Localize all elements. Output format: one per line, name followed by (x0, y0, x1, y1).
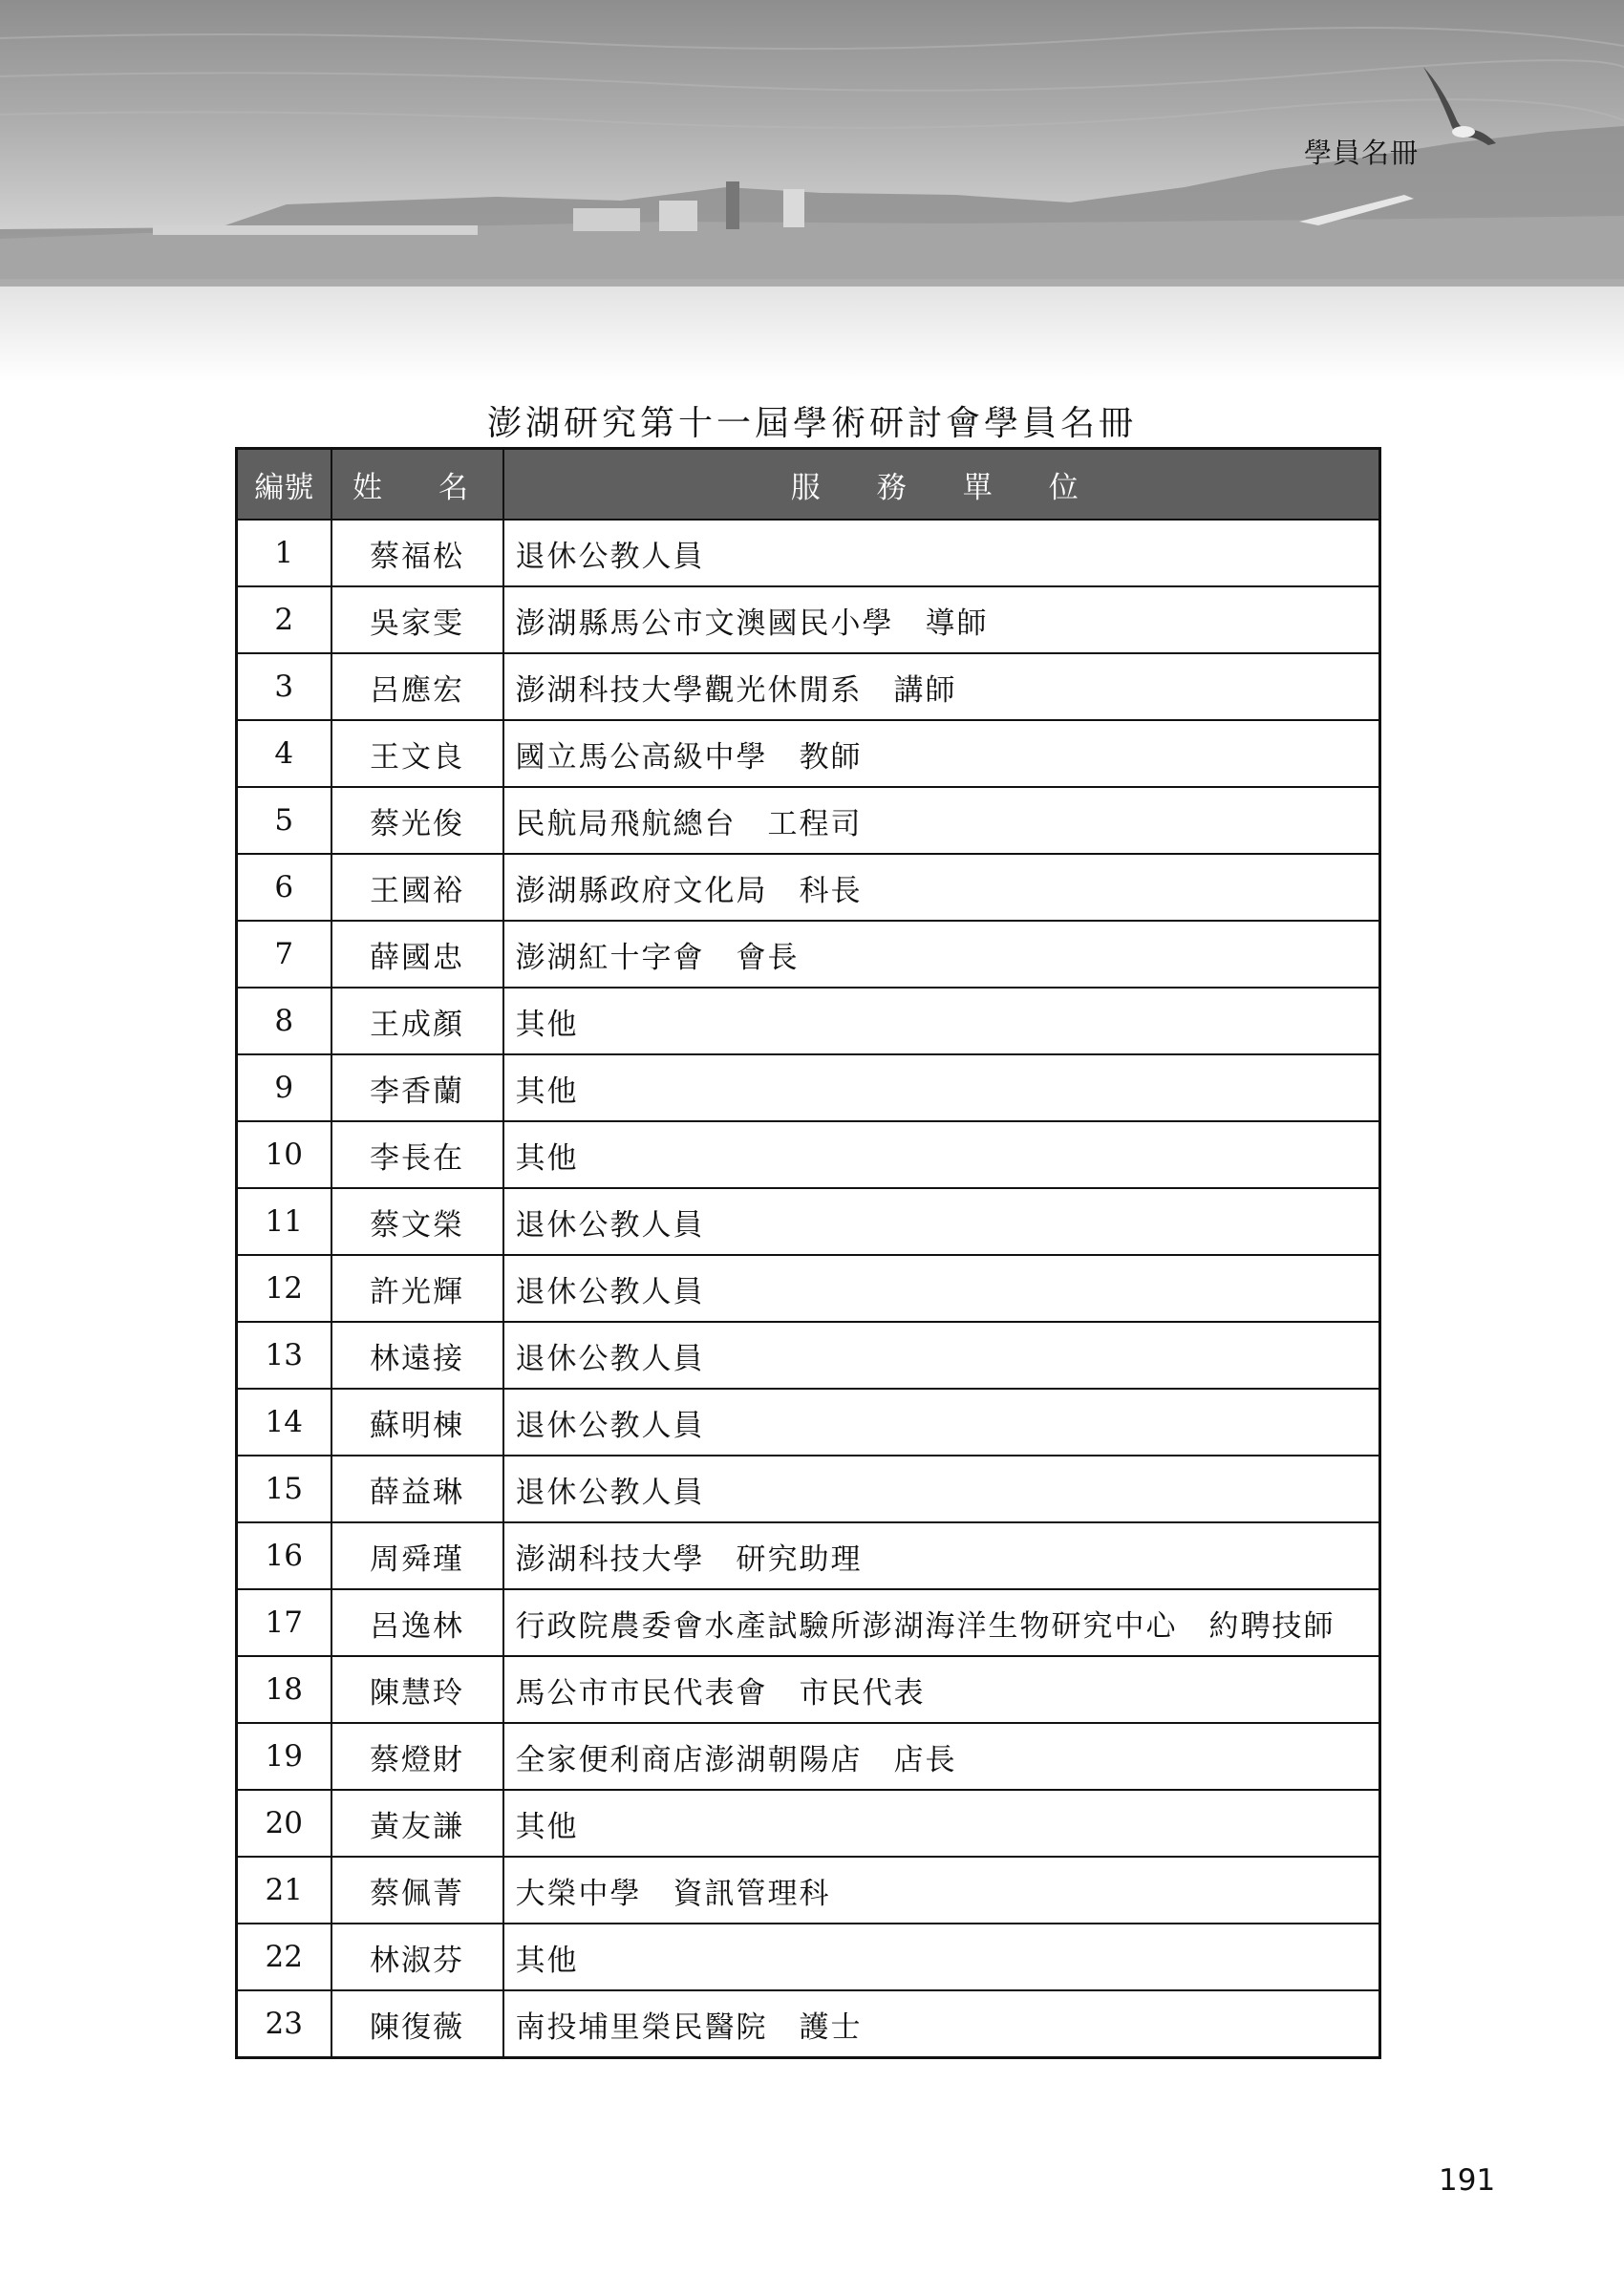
table-row (237, 653, 1380, 720)
cell-name: 薛益琳 (331, 1456, 503, 1522)
cell-unit: 其他 (503, 1924, 1380, 1990)
table-row (237, 1924, 1380, 1990)
cell-number: 7 (237, 921, 331, 988)
table-row (237, 1188, 1380, 1255)
cell-name: 陳復薇 (331, 1990, 503, 2058)
cell-unit: 其他 (503, 1790, 1380, 1857)
table-row (237, 1857, 1380, 1924)
cell-unit: 其他 (503, 1054, 1380, 1121)
table-row (237, 787, 1380, 854)
cell-number: 16 (237, 1522, 331, 1589)
document-title: 澎湖研究第十一屆學術研討會學員名冊 (486, 404, 1137, 443)
cell-unit: 澎湖紅十字會 會長 (503, 921, 1380, 988)
cell-unit: 退休公教人員 (503, 1322, 1380, 1389)
table-row (237, 586, 1380, 653)
table-row (237, 1790, 1380, 1857)
cell-number: 14 (237, 1389, 331, 1456)
column-header-name: 姓 名 (331, 449, 503, 521)
cell-unit: 澎湖科技大學 研究助理 (503, 1522, 1380, 1589)
cell-number: 20 (237, 1790, 331, 1857)
cell-unit: 澎湖科技大學觀光休閒系 講師 (503, 653, 1380, 720)
table-header-row (237, 449, 1380, 521)
cell-name: 李香蘭 (331, 1054, 503, 1121)
cell-name: 林遠接 (331, 1322, 503, 1389)
cell-number: 8 (237, 988, 331, 1054)
cell-number: 22 (237, 1924, 331, 1990)
table-row (237, 1322, 1380, 1389)
roster-table (235, 447, 1381, 2059)
cell-unit: 退休公教人員 (503, 1255, 1380, 1322)
cell-unit: 其他 (503, 1121, 1380, 1188)
cell-unit: 國立馬公高級中學 教師 (503, 720, 1380, 787)
coastline-illustration (0, 0, 1624, 382)
cell-name: 王成顏 (331, 988, 503, 1054)
cell-number: 5 (237, 787, 331, 854)
cell-unit: 退休公教人員 (503, 1456, 1380, 1522)
cell-unit: 全家便利商店澎湖朝陽店 店長 (503, 1723, 1380, 1790)
cell-unit: 退休公教人員 (503, 520, 1380, 586)
table-row (237, 1054, 1380, 1121)
cell-name: 王國裕 (331, 854, 503, 921)
cell-number: 21 (237, 1857, 331, 1924)
table-row (237, 1589, 1380, 1656)
cell-unit: 澎湖縣馬公市文澳國民小學 導師 (503, 586, 1380, 653)
table-row (237, 1990, 1380, 2058)
cell-name: 蘇明棟 (331, 1389, 503, 1456)
cell-number: 18 (237, 1656, 331, 1723)
cell-name: 林淑芬 (331, 1924, 503, 1990)
cell-number: 12 (237, 1255, 331, 1322)
table-row (237, 1723, 1380, 1790)
cell-name: 王文良 (331, 720, 503, 787)
cell-unit: 退休公教人員 (503, 1389, 1380, 1456)
table-row (237, 720, 1380, 787)
section-label: 學員名冊 (1303, 137, 1419, 169)
table-row (237, 1656, 1380, 1723)
cell-name: 蔡光俊 (331, 787, 503, 854)
column-header-unit: 服 務 單 位 (503, 449, 1380, 521)
cell-unit: 退休公教人員 (503, 1188, 1380, 1255)
cell-unit: 大榮中學 資訊管理科 (503, 1857, 1380, 1924)
header-banner (0, 0, 1624, 382)
cell-number: 17 (237, 1589, 331, 1656)
cell-number: 4 (237, 720, 331, 787)
cell-name: 呂應宏 (331, 653, 503, 720)
table-row (237, 921, 1380, 988)
cell-name: 蔡文榮 (331, 1188, 503, 1255)
cell-name: 許光輝 (331, 1255, 503, 1322)
table-row (237, 1456, 1380, 1522)
cell-number: 10 (237, 1121, 331, 1188)
cell-number: 6 (237, 854, 331, 921)
page-number: 191 (1439, 2163, 1496, 2198)
table-row (237, 988, 1380, 1054)
roster-body (237, 520, 1380, 2058)
table-row (237, 1389, 1380, 1456)
cell-unit: 行政院農委會水產試驗所澎湖海洋生物研究中心 約聘技師 (503, 1589, 1380, 1656)
cell-number: 2 (237, 586, 331, 653)
cell-number: 9 (237, 1054, 331, 1121)
cell-unit: 其他 (503, 988, 1380, 1054)
cell-name: 周舜瑾 (331, 1522, 503, 1589)
seagull-icon (1414, 59, 1528, 164)
cell-name: 陳慧玲 (331, 1656, 503, 1723)
cell-name: 蔡燈財 (331, 1723, 503, 1790)
cell-unit: 民航局飛航總台 工程司 (503, 787, 1380, 854)
cell-name: 李長在 (331, 1121, 503, 1188)
column-header-number: 編號 (237, 449, 331, 521)
cell-number: 3 (237, 653, 331, 720)
cell-unit: 馬公市市民代表會 市民代表 (503, 1656, 1380, 1723)
cell-number: 1 (237, 520, 331, 586)
table-row (237, 1255, 1380, 1322)
cell-name: 蔡福松 (331, 520, 503, 586)
cell-number: 15 (237, 1456, 331, 1522)
cell-number: 13 (237, 1322, 331, 1389)
table-row (237, 1121, 1380, 1188)
cell-unit: 澎湖縣政府文化局 科長 (503, 854, 1380, 921)
cell-name: 吳家雯 (331, 586, 503, 653)
cell-name: 呂逸林 (331, 1589, 503, 1656)
cell-name: 黃友謙 (331, 1790, 503, 1857)
cell-number: 11 (237, 1188, 331, 1255)
cell-name: 薛國忠 (331, 921, 503, 988)
table-row (237, 1522, 1380, 1589)
cell-unit: 南投埔里榮民醫院 護士 (503, 1990, 1380, 2058)
cell-number: 23 (237, 1990, 331, 2058)
cell-name: 蔡佩菁 (331, 1857, 503, 1924)
table-row (237, 854, 1380, 921)
cell-number: 19 (237, 1723, 331, 1790)
table-row (237, 520, 1380, 586)
